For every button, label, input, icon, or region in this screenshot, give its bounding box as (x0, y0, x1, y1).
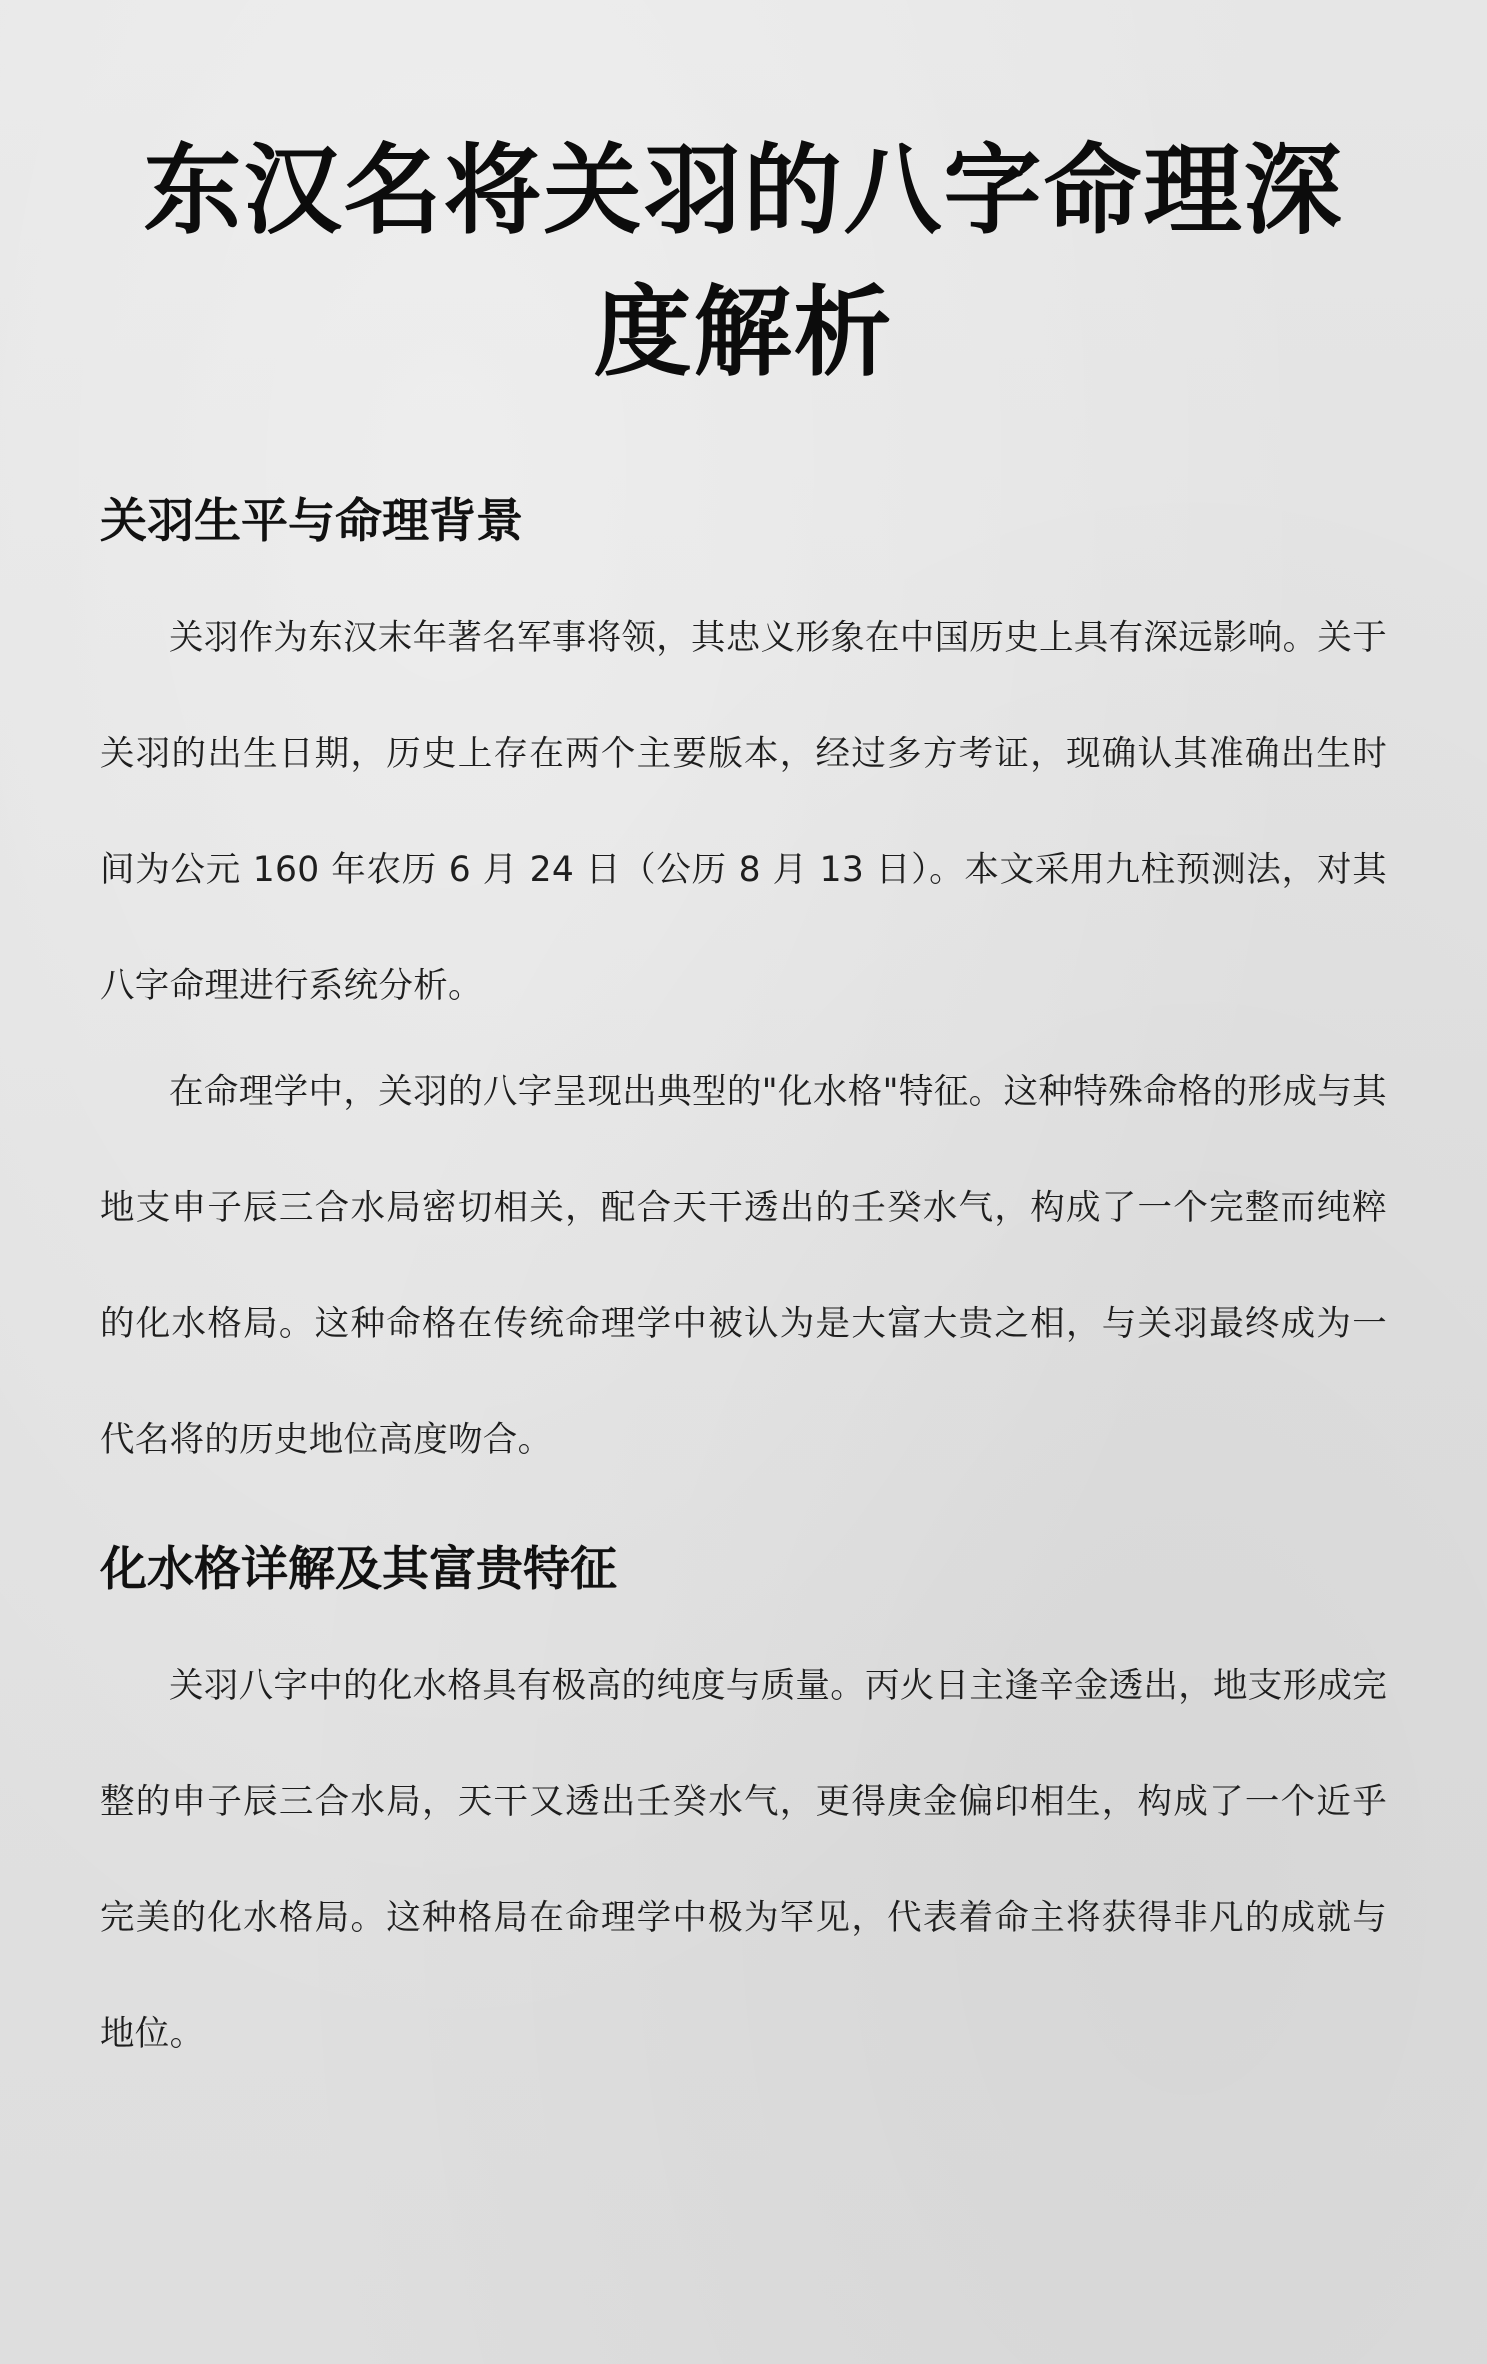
section-heading: 化水格详解及其富贵特征 (100, 1542, 617, 1597)
section-water-pattern (100, 1540, 1387, 2092)
paragraph: 在命理学中，关羽的八字呈现出典型的"化水格"特征。这种特殊命格的形成与其地支申子辰三合水局密切相关，配合天干透出的壬癸水气，构成了一个完整而纯粹的化水格局。这种命格在传统命理学中被认为是大富大贵之相，与关羽最终成为一代名将的历史地位高度吻合。 (100, 1072, 1387, 1460)
section-life-background (100, 492, 1387, 1498)
paragraph: 关羽作为东汉末年著名军事将领，其忠义形象在中国历史上具有深远影响。关于关羽的出生日期，历史上存在两个主要版本，经过多方考证，现确认其准确出生时间为公元 160 年农历 6 月 24 日（公历 8 月 13 日）。本文采用九柱预测法，对其八字命理进行系统分析。 (100, 618, 1387, 1006)
section-heading: 关羽生平与命理背景 (100, 494, 523, 549)
document-title: 东汉名将关羽的八字命理深度解析 (143, 134, 1344, 390)
paragraph: 关羽八字中的化水格具有极高的纯度与质量。丙火日主逢辛金透出，地支形成完整的申子辰三合水局，天干又透出壬癸水气，更得庚金偏印相生，构成了一个近乎完美的化水格局。这种格局在命理学中极为罕见，代表着命主将获得非凡的成就与地位。 (100, 1666, 1387, 2054)
